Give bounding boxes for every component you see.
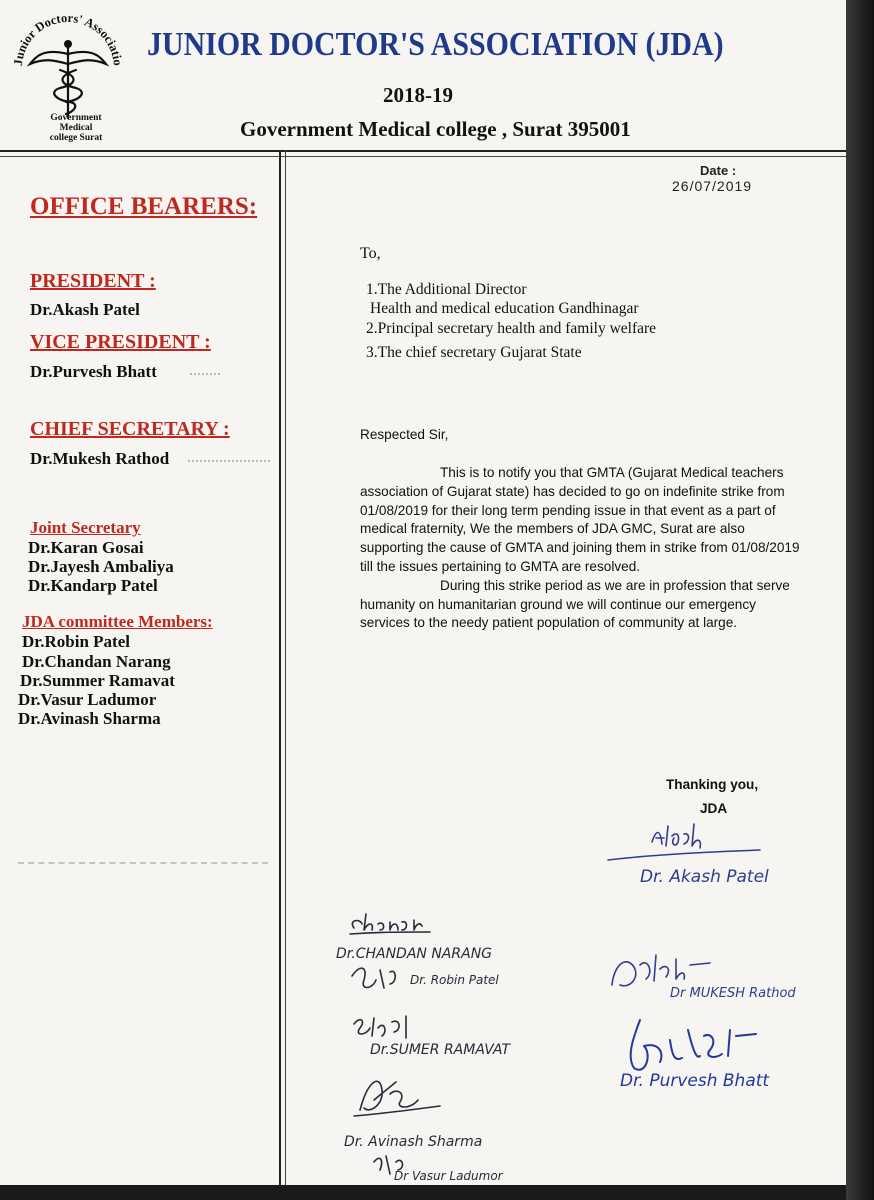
header-divider — [0, 150, 846, 152]
signature-mukesh-rathod — [600, 945, 830, 1005]
joint-secretary-name: Dr.Kandarp Patel — [28, 576, 158, 595]
logo-sub-line: Government — [50, 113, 102, 123]
to-line: To, — [360, 245, 381, 262]
column-divider-thin — [285, 150, 286, 1185]
signature-text: Dr.SUMER RAMAVAT — [370, 1042, 510, 1058]
addressee-line: 3.The chief secretary Gujarat State — [366, 344, 582, 361]
signature-text: Dr Vasur Ladumor — [394, 1169, 503, 1183]
signature-akash-patel — [600, 820, 840, 890]
signoff: JDA — [700, 801, 728, 816]
paragraph-2: During this strike period as we are in profession that serve humanity on humanitarian ground we will continue our emergency services to the needy patient population of community at large. — [360, 577, 790, 631]
chief-secretary-label: CHIEF SECRETARY : — [30, 418, 230, 440]
page-edge-shadow — [846, 0, 874, 1200]
committee-label: JDA committee Members: — [22, 612, 213, 631]
office-bearers-heading: OFFICE BEARERS: — [30, 193, 258, 220]
logo-sub-line: Medical — [59, 123, 93, 133]
president-label: PRESIDENT : — [30, 270, 156, 292]
signature-text: Dr MUKESH Rathod — [670, 986, 796, 1001]
dotted-line — [188, 460, 270, 462]
letter-body — [360, 464, 800, 633]
svg-text:Junior Doctors' Association: Junior Doctors' Associatio — [11, 10, 125, 67]
column-divider — [279, 150, 281, 1185]
jda-logo — [8, 8, 126, 148]
letter-date: 26/07/2019 — [672, 178, 753, 194]
paragraph-1: This is to notify you that GMTA (Gujarat Medical teachers association of Gujarat state) has decided to go on indefinite strike from 01/08/2019 for their long term pending issue in that event as a part of medical fraternity, We the members of JDA GMC, Surat are also supporting the cause of GMTA and joining them in strike from 01/08/2019 till the issues pertaining to GMTA are resolved. — [360, 465, 800, 574]
salutation: Respected Sir, — [360, 427, 449, 442]
committee-member-name: Dr.Avinash Sharma — [18, 709, 161, 728]
signature-text: Dr.CHANDAN NARANG — [336, 946, 493, 962]
joint-secretary-label: Joint Secretary — [30, 518, 141, 537]
thanking-line: Thanking you, — [666, 777, 759, 792]
committee-member-name: Dr.Chandan Narang — [22, 652, 171, 671]
addressee-line: 2.Principal secretary health and family welfare — [366, 320, 657, 337]
committee-member-name: Dr.Summer Ramavat — [20, 671, 175, 690]
signature-purvesh-bhatt — [600, 1010, 840, 1090]
vice-president-label: VICE PRESIDENT : — [30, 331, 211, 353]
addressee-line: Health and medical education Gandhinagar — [370, 300, 639, 317]
signature-robin-patel — [340, 960, 550, 1010]
signature-avinash-vasur — [340, 1070, 580, 1190]
signature-text: Dr. Robin Patel — [410, 973, 499, 987]
signature-sumer-ramavat — [340, 1010, 570, 1060]
page-bottom-shadow — [0, 1185, 846, 1200]
signature-text: Dr. Avinash Sharma — [344, 1134, 483, 1150]
signature-text: Dr. Akash Patel — [640, 867, 769, 887]
vice-president-name: Dr.Purvesh Bhatt — [30, 362, 157, 381]
dotted-line — [190, 373, 220, 375]
signature-text: Dr. Purvesh Bhatt — [620, 1071, 770, 1091]
college-address: Government Medical college , Surat 395001 — [240, 117, 631, 141]
committee-member-name: Dr.Robin Patel — [22, 632, 130, 651]
president-name: Dr.Akash Patel — [30, 300, 140, 319]
committee-member-name: Dr.Vasur Ladumor — [18, 690, 157, 709]
logo-sub-line: college Surat — [49, 133, 103, 143]
date-label: Date : — [700, 163, 737, 178]
addressee-line: 1.The Additional Director — [366, 281, 527, 298]
joint-secretary-name: Dr.Jayesh Ambaliya — [28, 557, 174, 576]
header-divider-thin — [0, 156, 846, 157]
chief-secretary-name: Dr.Mukesh Rathod — [30, 449, 170, 468]
association-title: JUNIOR DOCTOR'S ASSOCIATION (JDA) — [147, 26, 724, 63]
session-year: 2018-19 — [383, 83, 453, 107]
faint-rule — [18, 862, 268, 864]
joint-secretary-name: Dr.Karan Gosai — [28, 538, 144, 557]
